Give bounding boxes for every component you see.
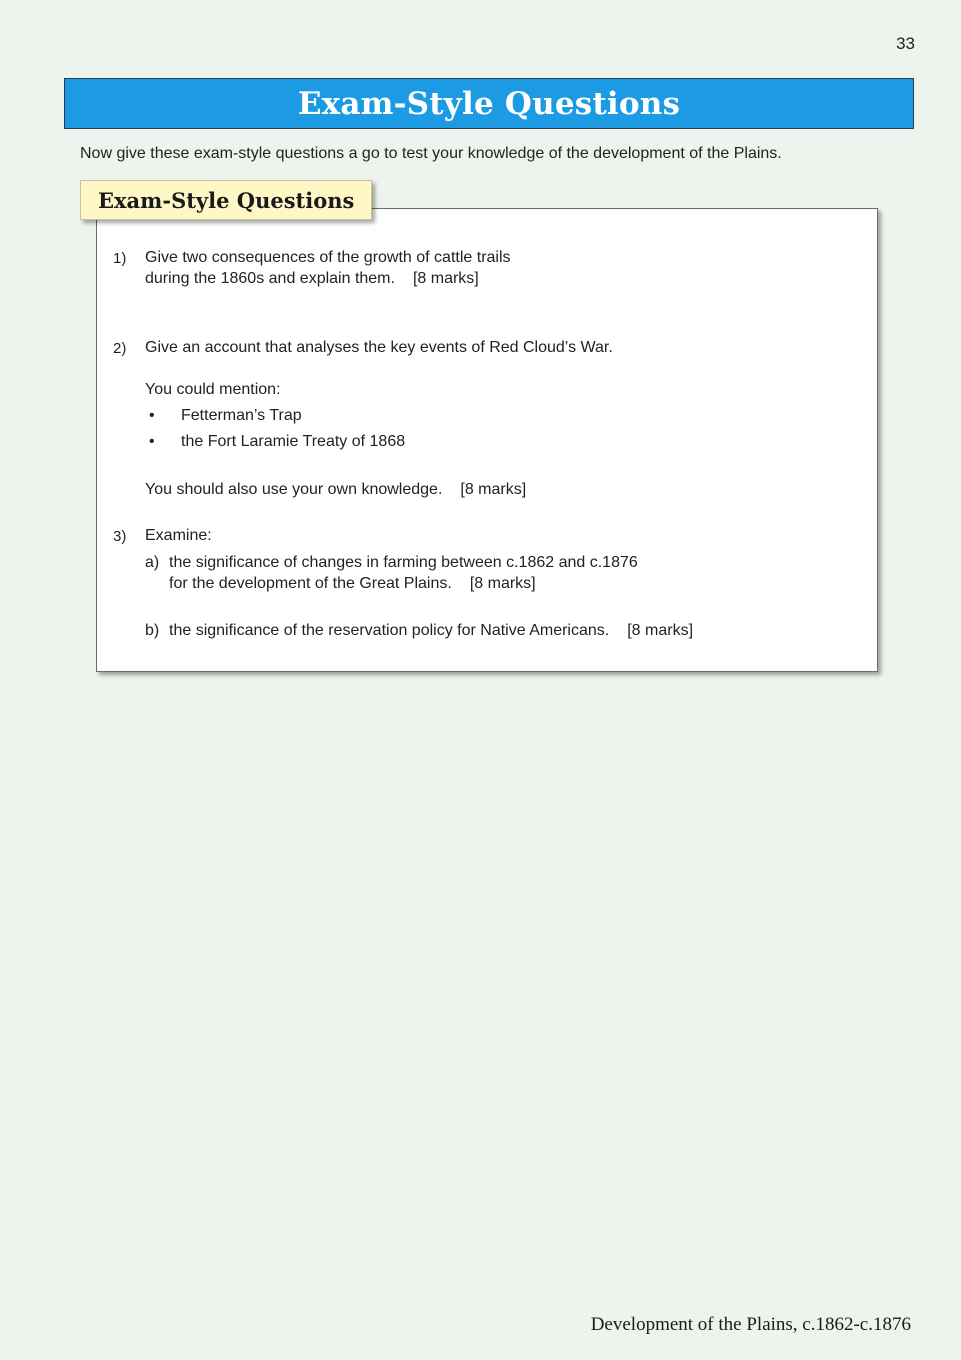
question-2-bullet-1: Fetterman’s Trap	[181, 407, 302, 424]
question-2-bullet-2: the Fort Laramie Treaty of 1868	[181, 433, 406, 450]
question-2-marks: [8 marks]	[460, 481, 527, 498]
question-1-line-2	[145, 268, 479, 289]
question-1-line-1: Give two consequences of the growth of cattle trails	[145, 249, 511, 266]
intro-text: Now give these exam-style questions a go to test your knowledge of the development of the Plains.	[80, 145, 782, 162]
page-number: 33	[896, 34, 915, 53]
footer-section-title: Development of the Plains, c.1862-c.1876	[590, 1314, 911, 1335]
question-1-marks: [8 marks]	[412, 270, 479, 287]
question-2-line: Give an account that analyses the key events of Red Cloud’s War.	[145, 339, 613, 356]
questions-box-tab	[80, 180, 372, 220]
bullet-dot: •	[149, 433, 155, 450]
question-3b-marks: [8 marks]	[627, 622, 694, 639]
question-3a-text: for the development of the Great Plains.	[169, 575, 452, 592]
question-3a-label: a)	[145, 554, 160, 571]
question-1-text: during the 1860s and explain them.	[145, 270, 395, 287]
question-3a-line-1: the significance of changes in farming between c.1862 and c.1876	[169, 554, 638, 571]
question-3a-line-2	[169, 573, 536, 594]
question-2-closing-line	[145, 479, 526, 500]
question-3b-label: b)	[145, 622, 160, 639]
question-2-mention-intro: You could mention:	[145, 381, 281, 398]
question-3a-marks: [8 marks]	[469, 575, 536, 592]
question-number-1: 1)	[113, 250, 127, 267]
question-3b-text: the significance of the reservation policy for Native Americans.	[169, 622, 610, 639]
questions-box-title: Exam-Style Questions	[98, 187, 355, 213]
header-banner	[64, 78, 914, 129]
question-2-closing: You should also use your own knowledge.	[145, 481, 443, 498]
question-number-2: 2)	[113, 340, 127, 357]
bullet-dot: •	[149, 407, 155, 424]
page-title: Exam-Style Questions	[297, 85, 681, 122]
question-number-3: 3)	[113, 528, 127, 545]
question-3-line: Examine:	[145, 527, 212, 544]
question-3b-line	[169, 620, 693, 641]
questions-box	[96, 208, 878, 672]
